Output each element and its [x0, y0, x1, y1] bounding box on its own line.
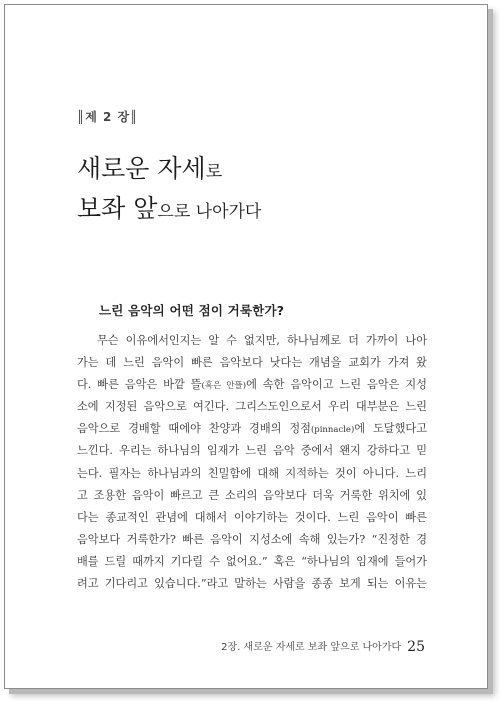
body-line-part: 음악으로 경배할 때에야 찬양과 경배의 정점: [77, 422, 311, 436]
body-line: 음악보다 거룩한가? 빠른 음악이 지성소에 속해 있는가? “진정한 경: [77, 532, 427, 546]
inline-note: (혹은 안뜰): [201, 381, 247, 392]
chapter-title-line-1: [77, 146, 261, 186]
title-line-1-main: 새로운 자세: [77, 154, 206, 183]
body-line-part: 에 도달했다고: [354, 422, 428, 436]
page-footer: [221, 638, 425, 655]
chapter-title-line-2: [77, 186, 261, 226]
body-line: 느낀다. 우리는 하나님의 임재가 느린 음악 중에서 왠지 강하다고 믿: [77, 444, 427, 458]
body-line: [77, 374, 427, 396]
body-line: 는다. 필자는 하나님과의 친밀함에 대해 지적하는 것이 아니다. 느리: [77, 466, 427, 480]
body-line: 다는 종교적인 관념에 대해서 이야기하는 것이다. 느린 음악이 빠른: [77, 510, 427, 524]
body-line: [77, 418, 427, 440]
chapter-label: ║제 2 장║: [77, 110, 139, 124]
body-line-part: 에 속한 음악이고 느린 음악은 지성: [246, 378, 427, 392]
body-line: 가는 데 느린 음악이 빠른 음악보다 낫다는 개념을 교회가 가져 왔: [77, 356, 427, 370]
body-line-part: 다. 빠른 음악은 바깥 뜰: [77, 378, 202, 392]
book-page: [4, 4, 488, 689]
inline-note: (pinnacle): [310, 425, 355, 436]
body-line: 고 조용한 음악이 빠르고 큰 소리의 음악보다 더욱 거룩한 위치에 있: [77, 488, 427, 502]
body-line: 배를 드릴 때까지 기다릴 수 없어요.” 혹은 “하나님의 임재에 들어가: [77, 554, 427, 568]
body-paragraph: [77, 330, 427, 595]
body-line: 려고 기다리고 있습니다.”라고 말하는 사람을 종종 보게 되는 이유는: [77, 577, 427, 591]
chapter-title: [77, 146, 261, 226]
title-line-2-main: 보좌 앞: [77, 194, 158, 223]
running-title: 2장. 새로운 자세로 보좌 앞으로 나아가다: [221, 642, 402, 653]
section-heading: 느린 음악의 어떤 점이 거룩한가?: [99, 303, 285, 318]
page-number: 25: [407, 639, 425, 655]
title-line-1-particle: 로: [205, 162, 223, 182]
title-line-2-rest: 으로 나아가다: [157, 202, 262, 222]
body-line: 무슨 이유에서인지는 알 수 없지만, 하나님께로 더 가까이 나아: [97, 334, 427, 347]
body-line: 소에 지정된 음악으로 여긴다. 그리스도인으로서 우리 대부분은 느린: [77, 400, 427, 414]
